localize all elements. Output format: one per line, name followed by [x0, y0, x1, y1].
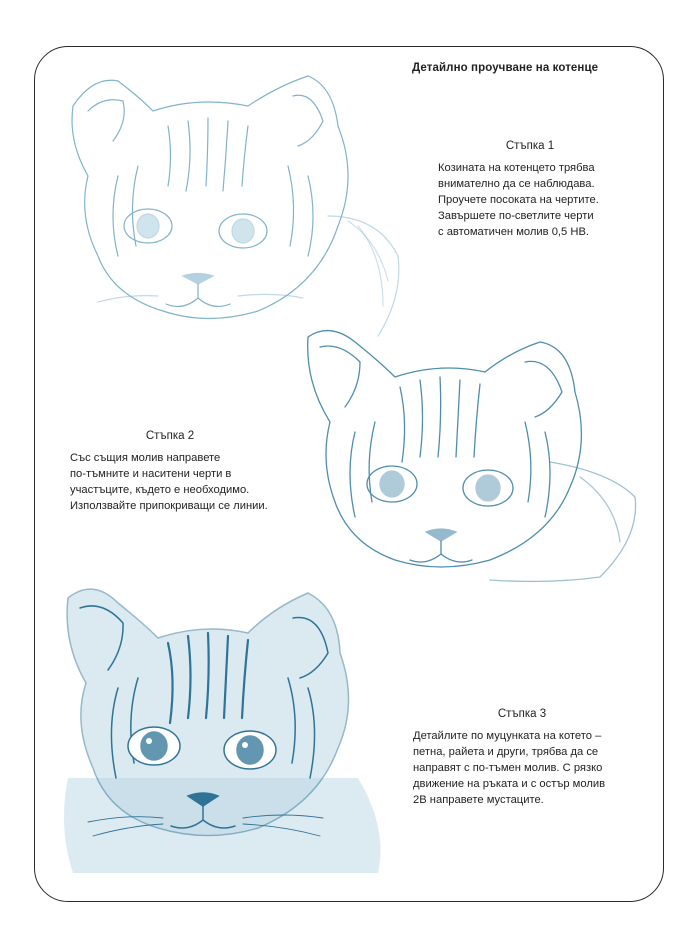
step-1-heading: Стъпка 1 [505, 140, 555, 152]
step-2-line: по-тъмните и наситени черти в [70, 468, 232, 480]
step-1-line: внимателно да се наблюдава. [438, 178, 595, 190]
kitten-sketch-step-1 [58, 66, 408, 346]
kitten-illustration-3 [58, 578, 398, 878]
step-3-line: направят с по-тъмен молив. С рязко [413, 762, 603, 774]
step-3-line: Детайлите по муцунката на котето – [413, 730, 602, 742]
kitten-sketch-step-2 [300, 322, 640, 584]
step-3-heading: Стъпка 3 [497, 708, 547, 720]
kitten-illustration-1 [58, 66, 408, 346]
page-title: Детайлно проучване на котенце [412, 62, 599, 74]
step-2-line: участъците, където е необходимо. [70, 484, 250, 496]
step-2-text [70, 450, 300, 514]
step-1-line: Проучете посоката на чертите. [438, 194, 599, 206]
kitten-illustration-2 [300, 322, 640, 584]
step-3-line: 2B направете мустаците. [413, 794, 544, 806]
step-3-line: движение на ръката и с остър молив [413, 778, 606, 790]
kitten-sketch-step-3 [58, 578, 398, 878]
step-2-heading: Стъпка 2 [145, 430, 195, 442]
step-3-text [413, 728, 653, 808]
step-2-line: Със същия молив направете [70, 452, 221, 464]
step-3-line: петна, райета и други, трябва да се [413, 746, 599, 758]
step-2-line: Използвайте припокриващи се линии. [70, 500, 268, 512]
step-1-line: с автоматичен молив 0,5 HB. [438, 226, 590, 238]
step-1-line: Завършете по-светлите черти [438, 210, 594, 222]
step-1-text [438, 160, 658, 240]
step-1-line: Козината на котенцето трябва [438, 162, 595, 174]
